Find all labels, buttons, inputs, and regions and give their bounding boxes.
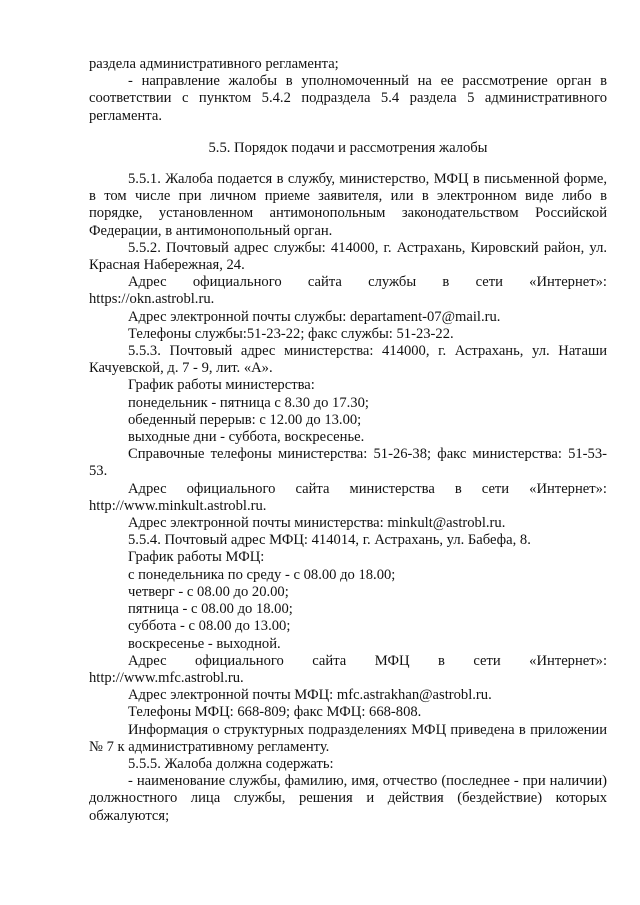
ministry-phones: Справочные телефоны министерства: 51-26-38; факс министерства: 51-53-53. [89,446,607,480]
mfc-schedule-fri: пятница - с 08.00 до 18.00; [128,601,293,618]
mfc-schedule-sat: суббота - с 08.00 до 13.00; [128,618,291,635]
intro-line-2: - направление жалобы в уполномоченный на ее рассмотрение орган в соответствии с пунктом 5.4.2 подраздела 5.4 раздела 5 административного регламента. [89,73,607,124]
complaint-item-1: - наименование службы, фамилию, имя, отчество (последнее - при наличии) должностного лица службы, решения и действия (бездействие) которых обжалуются; [89,773,607,824]
paragraph-5-5-2: 5.5.2. Почтовый адрес службы: 414000, г. Астрахань, Кировский район, ул. Красная Набережная, 24. [89,239,607,274]
mfc-schedule-mon-wed: с понедельника по среду - с 08.00 до 18.00; [128,566,396,583]
service-site-url: https://okn.astrobl.ru. [89,291,215,308]
service-site-label: Адрес официального сайта службы в сети «Интернет»: [128,274,607,291]
document-body [89,56,607,825]
service-phones: Телефоны службы:51-23-22; факс службы: 51-23-22. [128,325,454,342]
paragraph-5-5-3: 5.5.3. Почтовый адрес министерства: 414000, г. Астрахань, ул. Наташи Качуевской, д. 7 - 9, лит. «А». [89,343,607,377]
ministry-site-url: http://www.minkult.astrobl.ru. [89,497,267,514]
mfc-structural-info: Информация о структурных подразделениях МФЦ приведена в приложении № 7 к административному регламенту. [89,721,607,755]
paragraph-5-5-4: 5.5.4. Почтовый адрес МФЦ: 414014, г. Астрахань, ул. Бабефа, 8. [128,532,531,549]
service-email: Адрес электронной почты службы: departament-07@mail.ru. [128,308,501,325]
paragraph-5-5-1: 5.5.1. Жалоба подается в службу, министерство, МФЦ в письменной форме, в том числе при личном приеме заявителя, или в электронном виде либо в порядке, установленном антимонопольным законодательством Российской Федерации, в антимонопольный орган. [89,171,607,239]
mfc-site-label: Адрес официального сайта МФЦ в сети «Интернет»: [128,652,607,669]
mfc-phones: Телефоны МФЦ: 668-809; факс МФЦ: 668-808. [128,704,422,721]
mfc-schedule-title: График работы МФЦ: [128,549,265,566]
ministry-email: Адрес электронной почты министерства: minkult@astrobl.ru. [128,515,506,532]
mfc-site-url: http://www.mfc.astrobl.ru. [89,669,244,686]
ministry-site-label: Адрес официального сайта министерства в сети «Интернет»: [128,480,607,497]
ministry-schedule-weekdays: понедельник - пятница с 8.30 до 17.30; [128,394,369,411]
intro-line-1: раздела административного регламента; [89,56,339,72]
ministry-schedule-weekend: выходные дни - суббота, воскресенье. [128,429,365,446]
mfc-email: Адрес электронной почты МФЦ: mfc.astrakhan@astrobl.ru. [128,687,492,704]
mfc-schedule-thu: четверг - с 08.00 до 20.00; [128,583,289,600]
section-heading: 5.5. Порядок подачи и рассмотрения жалобы [208,139,488,156]
ministry-schedule-title: График работы министерства: [128,377,315,394]
ministry-schedule-lunch: обеденный перерыв: с 12.00 до 13.00; [128,411,362,428]
paragraph-5-5-5: 5.5.5. Жалоба должна содержать: [128,755,334,772]
mfc-schedule-sun: воскресенье - выходной. [128,635,281,652]
